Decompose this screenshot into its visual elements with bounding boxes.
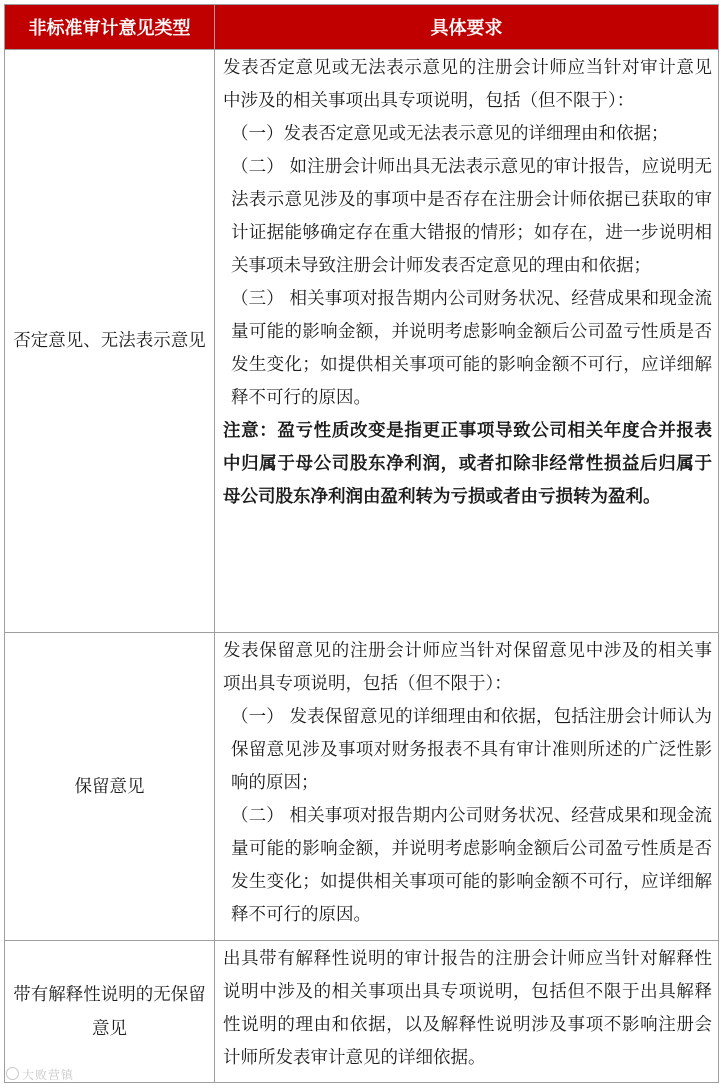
header-requirements: 具体要求 [215, 5, 719, 50]
table-row [5, 50, 719, 633]
requirement-paragraph: （二） 如注册会计师出具无法表示意见的审计报告，应说明无法表示意见涉及的事项中是否存在注册会计师依据已获取的审计证据能够确定存在重大错报的情形；如存在，进一步说明相关事项未导致注册会计师发表否定意见的理由和依据； [231, 157, 712, 276]
opinion-type-cell: 带有解释性说明的无保留意见 [5, 941, 215, 1083]
watermark-logo-icon [6, 1067, 19, 1080]
requirement-paragraph: （一） 发表保留意见的详细理由和依据，包括注册会计师认为保留意见涉及事项对财务报表不具有审计准则所述的广泛性影响的原因； [231, 707, 712, 793]
requirements-cell [215, 50, 719, 633]
header-opinion-type: 非标准审计意见类型 [5, 5, 215, 50]
watermark-text: 大败营镇 [22, 1068, 75, 1082]
opinion-type-cell: 否定意见、无法表示意见 [5, 50, 215, 633]
note-paragraph: 注意：盈亏性质改变是指更正事项导致公司相关年度合并报表中归属于母公司股东净利润，或者扣除非经常性损益后归属于母公司股东净利润由盈利转为亏损或者由亏损转为盈利。 [223, 421, 712, 507]
requirements-cell [215, 941, 719, 1083]
requirement-paragraph: 出具带有解释性说明的审计报告的注册会计师应当针对解释性说明中涉及的相关事项出具专项说明，包括但不限于出具解释性说明的理由和依据，以及解释性说明涉及事项不影响注册会计师所发表审计意见的详细依据。 [223, 949, 712, 1068]
opinion-type-cell: 保留意见 [5, 633, 215, 941]
requirement-paragraph: （三） 相关事项对报告期内公司财务状况、经营成果和现金流量可能的影响金额，并说明考虑影响金额后公司盈亏性质是否发生变化；如提供相关事项可能的影响金额不可行，应详细解释不可行的原因。 [231, 289, 712, 408]
table-row [5, 941, 719, 1083]
requirement-paragraph: 发表保留意见的注册会计师应当针对保留意见中涉及的相关事项出具专项说明，包括（但不限于）： [223, 641, 712, 694]
requirement-paragraph: 发表否定意见或无法表示意见的注册会计师应当针对审计意见中涉及的相关事项出具专项说明，包括（但不限于）： [223, 58, 712, 111]
requirement-paragraph: （二） 相关事项对报告期内公司财务状况、经营成果和现金流量可能的影响金额，并说明考虑影响金额后公司盈亏性质是否发生变化；如提供相关事项可能的影响金额不可行，应详细解释不可行的原因。 [231, 806, 712, 925]
requirements-cell [215, 633, 719, 941]
audit-opinion-table [4, 4, 719, 1083]
watermark [6, 1066, 74, 1083]
table-header-row [5, 5, 719, 50]
table-row [5, 633, 719, 941]
requirement-paragraph: （一）发表否定意见或无法表示意见的详细理由和依据； [231, 124, 669, 144]
